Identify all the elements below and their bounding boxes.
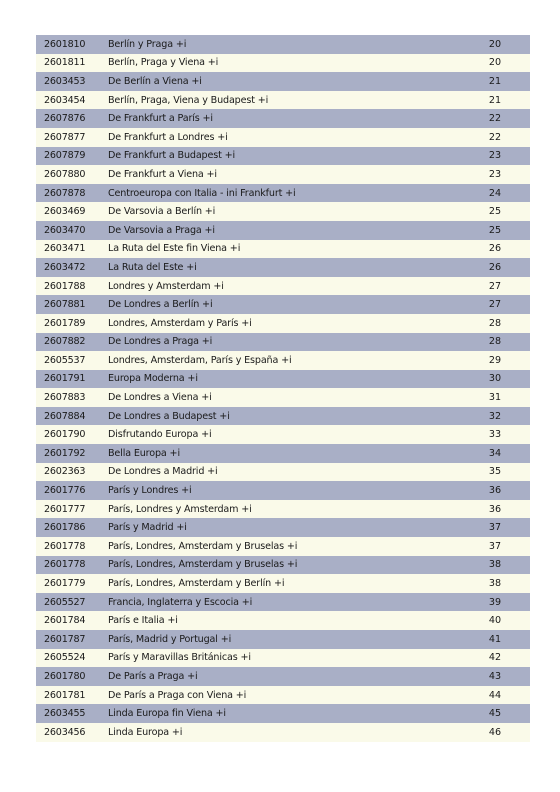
- table-row: [36, 221, 530, 240]
- page-number: 40: [488, 615, 502, 627]
- tour-code: 2602363: [44, 466, 86, 478]
- table-row: [36, 333, 530, 352]
- table-row: [36, 500, 530, 519]
- table-row: [36, 704, 530, 723]
- tour-code: 2601789: [44, 317, 86, 329]
- tour-title: De Berlín a Viena +i: [108, 75, 202, 87]
- tour-code: 2601780: [44, 670, 86, 682]
- tour-code: 2607877: [44, 131, 86, 143]
- page-number: 36: [488, 485, 502, 497]
- page-number: 22: [488, 131, 502, 143]
- tour-title: París, Londres, Ámsterdam y Bruselas +i: [108, 540, 298, 552]
- page-number: 35: [488, 466, 502, 478]
- tour-title: Berlín, Praga, Viena y Budapest +i: [108, 94, 269, 106]
- table-row: [36, 277, 530, 296]
- table-row: [36, 667, 530, 686]
- table-row: [36, 72, 530, 91]
- page-number: 27: [488, 299, 502, 311]
- tour-code: 2603470: [44, 224, 86, 236]
- tour-title: París, Londres, Ámsterdam y Berlín +i: [108, 578, 285, 590]
- page-number: 39: [488, 596, 502, 608]
- table-row: [36, 370, 530, 389]
- table-row: [36, 481, 530, 500]
- page-number: 23: [488, 168, 502, 180]
- tour-title: Centroeuropa con Italia - ini Frankfurt +i: [108, 187, 296, 199]
- table-row: [36, 388, 530, 407]
- page-number: 26: [488, 261, 502, 273]
- table-row: [36, 258, 530, 277]
- tour-title: De París a Praga +i: [108, 670, 198, 682]
- tour-code: 2601811: [44, 57, 86, 69]
- tour-index-table: [36, 35, 530, 742]
- tour-title: De Varsovia a Praga +i: [108, 224, 215, 236]
- tour-code: 2603469: [44, 206, 86, 218]
- tour-title: Francia, Inglaterra y Escocia +i: [108, 596, 253, 608]
- tour-code: 2601778: [44, 559, 86, 571]
- tour-title: París e Italia +i: [108, 615, 178, 627]
- page-number: 24: [488, 187, 502, 199]
- tour-title: París, Londres, Ámsterdam y Bruselas +i: [108, 559, 298, 571]
- table-row: [36, 425, 530, 444]
- tour-code: 2603453: [44, 75, 86, 87]
- tour-code: 2601792: [44, 447, 86, 459]
- table-row: [36, 593, 530, 612]
- page-number: 22: [488, 113, 502, 125]
- table-row: [36, 128, 530, 147]
- page-number: 32: [488, 410, 502, 422]
- tour-code: 2605527: [44, 596, 86, 608]
- page-number: 27: [488, 280, 502, 292]
- page-number: 26: [488, 243, 502, 255]
- tour-code: 2603454: [44, 94, 86, 106]
- table-row: [36, 611, 530, 630]
- tour-title: París y Madrid +i: [108, 522, 187, 534]
- tour-title: De Frankfurt a Londres +i: [108, 131, 228, 143]
- tour-code: 2601810: [44, 38, 86, 50]
- page-number: 36: [488, 503, 502, 515]
- page-number: 45: [488, 708, 502, 720]
- page-number: 42: [488, 652, 502, 664]
- tour-title: París, Madrid y Portugal +i: [108, 633, 232, 645]
- page-number: 37: [488, 522, 502, 534]
- tour-title: La Ruta del Este fin Viena +i: [108, 243, 241, 255]
- tour-code: 2601784: [44, 615, 86, 627]
- page-number: 46: [488, 726, 502, 738]
- tour-code: 2605537: [44, 354, 86, 366]
- table-row: [36, 91, 530, 110]
- page-number: 33: [488, 429, 502, 441]
- page-number: 25: [488, 224, 502, 236]
- tour-title: Londres y Ámsterdam +i: [108, 280, 224, 292]
- table-row: [36, 574, 530, 593]
- tour-title: De Londres a Praga +i: [108, 336, 213, 348]
- tour-title: París y Maravillas Británicas +i: [108, 652, 251, 664]
- tour-code: 2601778: [44, 540, 86, 552]
- tour-code: 2603472: [44, 261, 86, 273]
- tour-code: 2601788: [44, 280, 86, 292]
- table-row: [36, 295, 530, 314]
- tour-code: 2601786: [44, 522, 86, 534]
- page-number: 21: [488, 94, 502, 106]
- page-number: 31: [488, 392, 502, 404]
- tour-title: De Frankfurt a Viena +i: [108, 168, 217, 180]
- tour-code: 2607883: [44, 392, 86, 404]
- table-row: [36, 723, 530, 742]
- tour-code: 2601791: [44, 373, 86, 385]
- table-row: [36, 147, 530, 166]
- tour-title: Londres, Ámsterdam y París +i: [108, 317, 252, 329]
- page-number: 28: [488, 336, 502, 348]
- table-row: [36, 407, 530, 426]
- page-number: 38: [488, 578, 502, 590]
- page-number: 20: [488, 38, 502, 50]
- tour-title: De Londres a Budapest +i: [108, 410, 230, 422]
- tour-title: De Londres a Viena +i: [108, 392, 212, 404]
- tour-title: Linda Europa +i: [108, 726, 183, 738]
- tour-code: 2607880: [44, 168, 86, 180]
- page-number: 25: [488, 206, 502, 218]
- tour-code: 2607878: [44, 187, 86, 199]
- page-number: 43: [488, 670, 502, 682]
- tour-title: De Frankfurt a París +i: [108, 113, 213, 125]
- table-row: [36, 649, 530, 668]
- tour-title: De Londres a Berlín +i: [108, 299, 213, 311]
- table-row: [36, 165, 530, 184]
- tour-title: París, Londres y Ámsterdam +i: [108, 503, 252, 515]
- tour-title: Berlín, Praga y Viena +i: [108, 57, 219, 69]
- tour-title: De París a Praga con Viena +i: [108, 689, 247, 701]
- tour-title: Europa Moderna +i: [108, 373, 198, 385]
- table-row: [36, 109, 530, 128]
- table-row: [36, 444, 530, 463]
- page-number: 23: [488, 150, 502, 162]
- page-number: 30: [488, 373, 502, 385]
- tour-code: 2607876: [44, 113, 86, 125]
- table-row: [36, 463, 530, 482]
- tour-code: 2601777: [44, 503, 86, 515]
- page-number: 28: [488, 317, 502, 329]
- page-number: 41: [488, 633, 502, 645]
- tour-code: 2601787: [44, 633, 86, 645]
- page-number: 37: [488, 540, 502, 552]
- table-row: [36, 686, 530, 705]
- tour-title: Linda Europa fin Viena +i: [108, 708, 226, 720]
- page-number: 38: [488, 559, 502, 571]
- table-row: [36, 630, 530, 649]
- tour-title: La Ruta del Este +i: [108, 261, 197, 273]
- tour-code: 2603456: [44, 726, 86, 738]
- table-row: [36, 54, 530, 73]
- page-number: 44: [488, 689, 502, 701]
- page-number: 21: [488, 75, 502, 87]
- tour-title: De Varsovia a Berlín +i: [108, 206, 216, 218]
- table-row: [36, 518, 530, 537]
- table-row: [36, 240, 530, 259]
- tour-code: 2603455: [44, 708, 86, 720]
- table-row: [36, 35, 530, 54]
- table-row: [36, 314, 530, 333]
- tour-code: 2607881: [44, 299, 86, 311]
- page-number: 34: [488, 447, 502, 459]
- tour-code: 2601781: [44, 689, 86, 701]
- tour-code: 2607882: [44, 336, 86, 348]
- tour-title: París y Londres +i: [108, 485, 192, 497]
- tour-title: Disfrutando Europa +i: [108, 429, 212, 441]
- tour-title: Bella Europa +i: [108, 447, 180, 459]
- table-row: [36, 351, 530, 370]
- page-number: 20: [488, 57, 502, 69]
- table-row: [36, 202, 530, 221]
- tour-code: 2605524: [44, 652, 86, 664]
- tour-code: 2603471: [44, 243, 86, 255]
- tour-title: Londres, Ámsterdam, París y España +i: [108, 354, 292, 366]
- tour-code: 2601779: [44, 578, 86, 590]
- tour-code: 2601776: [44, 485, 86, 497]
- tour-code: 2601790: [44, 429, 86, 441]
- tour-code: 2607879: [44, 150, 86, 162]
- table-row: [36, 556, 530, 575]
- page-number: 29: [488, 354, 502, 366]
- tour-title: De Frankfurt a Budapest +i: [108, 150, 235, 162]
- tour-title: De Londres a Madrid +i: [108, 466, 218, 478]
- tour-title: Berlín y Praga +i: [108, 38, 187, 50]
- table-row: [36, 537, 530, 556]
- tour-code: 2607884: [44, 410, 86, 422]
- table-row: [36, 184, 530, 203]
